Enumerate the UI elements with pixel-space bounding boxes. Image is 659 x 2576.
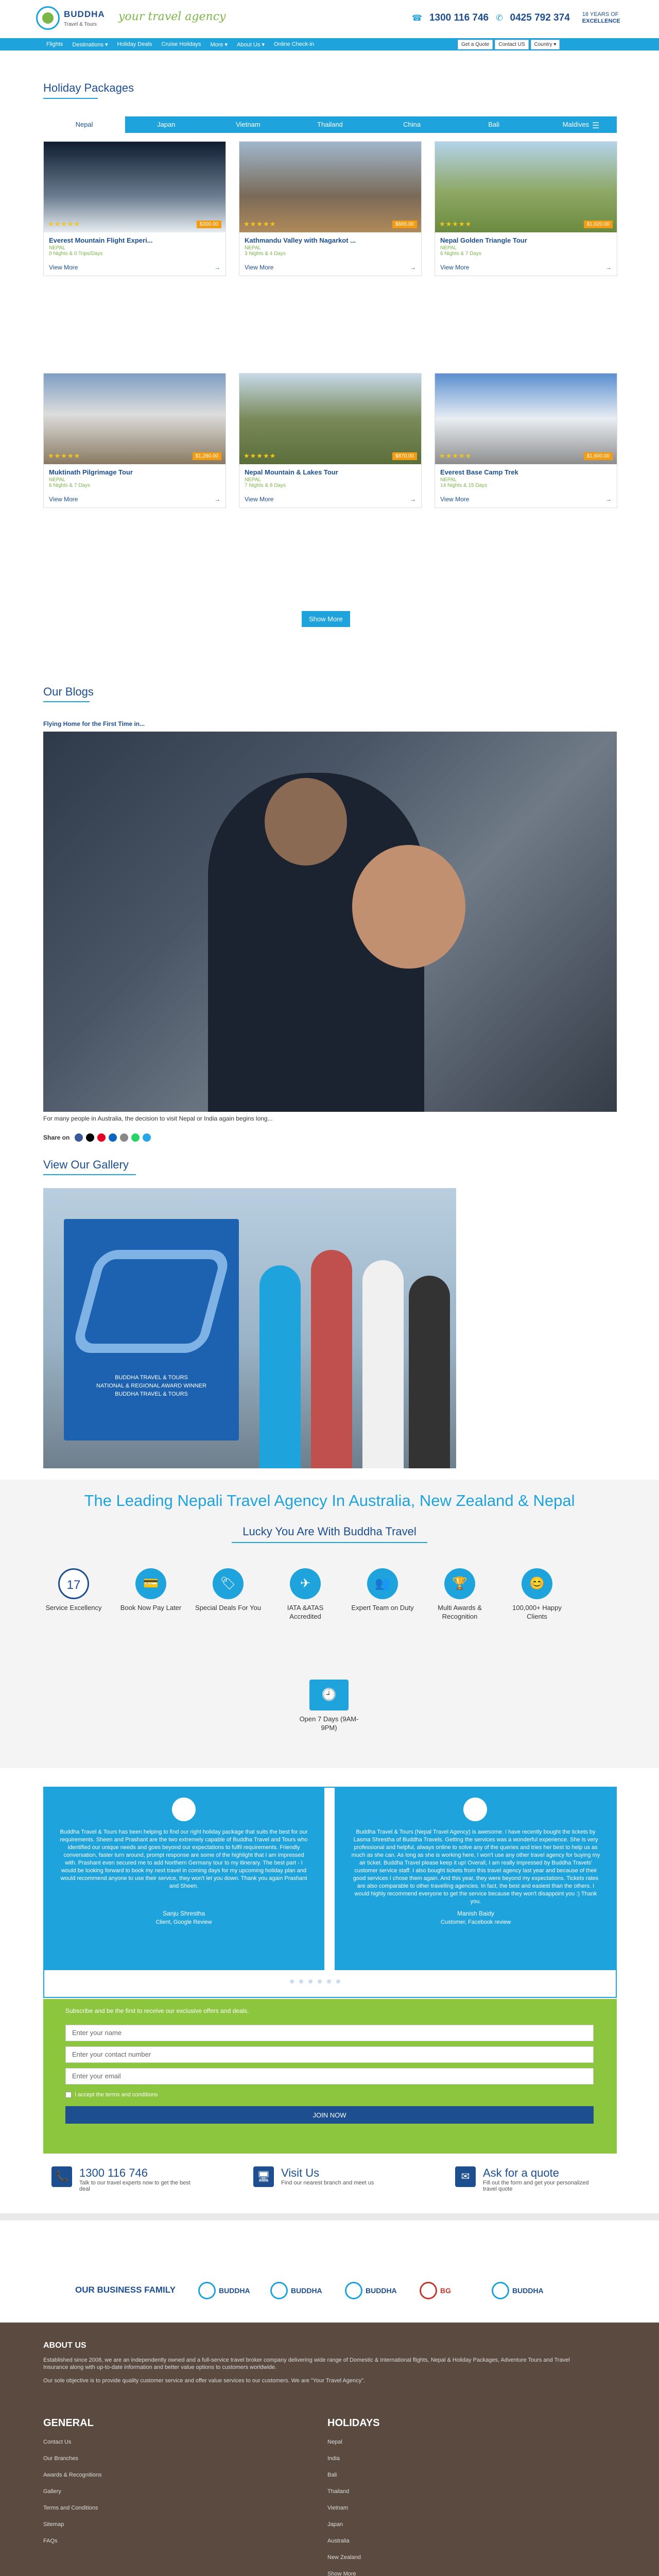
family-brand-name: BG [440, 2286, 451, 2295]
brand-sub: Travel & Tours [64, 21, 97, 27]
contact-sub: Talk to our travel experts now to get the best deal [79, 2180, 190, 2192]
arrow-right-icon: → [605, 496, 612, 503]
gallery-title: View Our Gallery [43, 1158, 129, 1171]
general-title: GENERAL [43, 2417, 94, 2429]
footer-link[interactable]: Gallery [43, 2488, 61, 2495]
package-card[interactable] [435, 141, 617, 276]
plaque-text: BUDDHA TRAVEL & TOURS NATIONAL & REGIONAL AWARD WINNER BUDDHA TRAVEL & TOURS [96, 1375, 206, 1397]
feature-label: Open 7 Days (9AM-9PM) [299, 1715, 359, 1732]
package-duration: 14 Nights & 15 Days [440, 483, 488, 488]
brand-name: BUDDHA [64, 9, 105, 19]
rating-stars: ★★★★★ [244, 220, 276, 228]
family-brand-logo[interactable] [420, 2277, 481, 2304]
view-more-link[interactable] [440, 264, 612, 271]
package-duration: 3 Nights & 4 Days [245, 251, 286, 257]
divider [0, 2213, 659, 2221]
tab-japan[interactable]: Japan [157, 121, 176, 128]
carousel-dot[interactable] [327, 1979, 331, 1984]
rating-stars: ★★★★★ [439, 220, 472, 228]
title-underline [43, 701, 90, 702]
award-logo [71, 1250, 232, 1353]
testimonial-card [43, 1787, 324, 1970]
footer-link[interactable]: Sitemap [43, 2521, 64, 2528]
business-family-label: OUR BUSINESS FAMILY [75, 2285, 176, 2295]
telegram-share-icon[interactable] [143, 1133, 151, 1142]
view-more-link[interactable] [245, 496, 416, 503]
monitor-icon: 🖥 [253, 2166, 274, 2187]
package-duration: 0 Nights & 0 Trips/Days [49, 251, 103, 257]
feature-item [296, 1680, 362, 1732]
package-destination: NEPAL [49, 245, 66, 251]
view-more-label: View More [440, 264, 470, 271]
linkedin-share-icon[interactable] [109, 1133, 117, 1142]
award-plaque [64, 1219, 239, 1440]
logo-emblem [345, 2282, 362, 2299]
feature-item [117, 1568, 184, 1612]
nav-button[interactable]: Contact US [495, 40, 528, 49]
family-brand-logo[interactable] [270, 2277, 332, 2304]
menu-icon[interactable]: ☰ [592, 122, 600, 130]
footer-link[interactable]: Thailand [327, 2488, 350, 2495]
feature-label: Multi Awards & Recognition [438, 1604, 482, 1620]
package-price: $870.00 [392, 452, 417, 460]
tab-thailand[interactable]: Thailand [317, 121, 343, 128]
feature-icon: 💳 [135, 1568, 166, 1599]
holidays-title: HOLIDAYS [327, 2417, 380, 2429]
carousel-dots [281, 1979, 340, 1984]
package-destination: NEPAL [440, 245, 457, 251]
person-2 [311, 1250, 352, 1468]
family-brand-name: BUDDHA [512, 2286, 544, 2295]
leading-title: The Leading Nepali Travel Agency In Australia, New Zealand & Nepal [84, 1492, 575, 1510]
package-price: $1,600.00 [584, 452, 613, 460]
package-tabs [43, 116, 617, 133]
package-price: $1,020.00 [584, 221, 613, 228]
rating-stars: ★★★★★ [48, 452, 81, 460]
package-price: $665.00 [392, 221, 417, 228]
signup-section [43, 1999, 617, 2154]
package-duration: 7 Nights & 8 Days [245, 483, 286, 488]
x-share-icon[interactable] [86, 1133, 94, 1142]
package-card[interactable] [239, 373, 422, 508]
arrow-right-icon: → [605, 264, 612, 271]
nav-item[interactable]: About Us ▾ [237, 42, 265, 48]
share-bar [43, 1133, 151, 1142]
leading-subtitle: Lucky You Are With Buddha Travel [242, 1525, 417, 1538]
footer-link[interactable]: Terms and Conditions [43, 2505, 98, 2511]
package-image[interactable] [44, 142, 226, 232]
package-title[interactable]: Muktinath Pilgrimage Tour [49, 468, 133, 476]
logo-emblem [36, 6, 60, 30]
contact-sub: Find our nearest branch and meet us [281, 2180, 374, 2186]
general-column [43, 2417, 311, 2545]
phone-icon: ☎ [412, 14, 422, 23]
family-brand-name: BUDDHA [291, 2286, 322, 2295]
feature-item [272, 1568, 339, 1621]
email-share-icon[interactable] [120, 1133, 128, 1142]
package-card[interactable] [435, 373, 617, 508]
gallery-image[interactable] [43, 1188, 456, 1468]
blog-image[interactable] [43, 732, 617, 1112]
tab-maldives[interactable]: Maldives [562, 121, 589, 128]
feature-icon: 👥 [367, 1568, 398, 1599]
phone-secondary[interactable]: 0425 792 374 [510, 12, 570, 23]
footer-link[interactable]: FAQs [43, 2538, 58, 2544]
testimonial-name: Sanju Shrestha [162, 1910, 205, 1917]
contact-item[interactable] [253, 2166, 394, 2187]
phone-icon: 📞 [51, 2166, 72, 2187]
package-image[interactable] [435, 142, 617, 232]
nav-item[interactable]: Online Check-in [273, 41, 315, 47]
testimonial-text: Buddha Travel & Tours has been helping to find our right holiday package that suits the best for our requirements. Sheen and Prashant are the two extremely capable of Buddha Travel and Tours who identified our unique needs and goes beyond our expectations to fulfil requirements. Friendly conversation, faster turn around, prompt response are some of the highlight that I am impressed with. Prashant even secured me to add Northern Germany tour to my itinerary. The best part - I would be looking forward to book my next travel in coming days for my upcoming holiday plan and would recommend anyone to use their service, they won't let you down. Thank you again Prashant and Sheen. [60, 1829, 308, 1889]
facebook-share-icon[interactable] [75, 1133, 83, 1142]
package-card[interactable] [43, 141, 226, 276]
title-underline [232, 1542, 427, 1543]
main-nav [0, 38, 659, 50]
about-text-2: Our sole objective is to provide quality customer service and offer value services to our customers. We are "Your Travel Agency". [43, 2378, 366, 2384]
tagline: your travel agency [118, 10, 226, 23]
terms-checkbox[interactable] [65, 2092, 72, 2098]
view-more-label: View More [440, 496, 470, 503]
view-more-label: View More [245, 496, 274, 503]
package-duration: 6 Nights & 7 Days [49, 483, 91, 488]
holidays-column [327, 2417, 595, 2576]
contact-item[interactable] [455, 2166, 596, 2192]
blog-post-title[interactable]: Flying Home for the First Time in... [43, 720, 145, 727]
nav-button[interactable]: Get a Quote [458, 40, 493, 49]
avatar [172, 1798, 196, 1821]
family-brand-name: BUDDHA [219, 2286, 250, 2295]
footer-link[interactable]: Nepal [327, 2439, 342, 2445]
footer-link[interactable]: Our Branches [43, 2455, 78, 2462]
footer-link[interactable]: New Zealand [327, 2554, 361, 2561]
package-title[interactable]: Nepal Mountain & Lakes Tour [245, 468, 338, 476]
carousel-dot[interactable] [281, 1979, 285, 1984]
contact-sub: Fill out the form and get your personalized travel quote [483, 2180, 589, 2192]
package-image[interactable] [239, 374, 421, 464]
terms-label[interactable]: I accept the terms and conditions [75, 2092, 158, 2098]
package-title[interactable]: Kathmandu Valley with Nagarkot ... [245, 236, 356, 244]
testimonial-name: Manish Baidy [457, 1910, 495, 1917]
feature-label: 100,000+ Happy Clients [512, 1604, 562, 1620]
view-more-link[interactable] [440, 496, 612, 503]
family-brand-logo[interactable] [345, 2277, 407, 2304]
site-header [0, 0, 659, 38]
logo-emblem [420, 2282, 437, 2299]
email-input[interactable]: Enter your email [65, 2068, 594, 2084]
feature-icon: 🏆 [444, 1568, 475, 1599]
packages-title: Holiday Packages [43, 81, 134, 94]
signup-intro: Subscribe and be the first to receive our exclusive offers and deals. [65, 2007, 249, 2014]
avatar [463, 1798, 487, 1821]
nav-item[interactable]: Flights [46, 41, 63, 47]
feature-item [426, 1568, 493, 1621]
about-text: Established since 2008, we are an independently owned and a full-service travel broker company delivering wide range of Domestic & International flights, Nepal & Holiday Packages, Adventure Tours and Travel Insurance along with up-to-date information and better value options to customers worldwide. [43, 2357, 570, 2370]
nav-item[interactable]: More ▾ [210, 42, 228, 48]
footer-link[interactable]: Bali [327, 2472, 337, 2478]
join-now-button[interactable]: JOIN NOW [65, 2106, 594, 2124]
footer-link[interactable]: Awards & Recognitions [43, 2472, 102, 2478]
nav-button[interactable]: Country ▾ [531, 40, 560, 49]
show-more-button[interactable]: Show More [302, 611, 350, 627]
arrow-right-icon: → [410, 264, 416, 271]
contact-number-input[interactable]: Enter your contact number [65, 2046, 594, 2063]
package-card[interactable] [43, 373, 226, 508]
logo-emblem [198, 2282, 216, 2299]
rating-stars: ★★★★★ [439, 452, 472, 460]
package-title[interactable]: Nepal Golden Triangle Tour [440, 236, 527, 244]
family-brand-name: BUDDHA [366, 2286, 397, 2295]
contact-title: Visit Us [281, 2166, 320, 2179]
carousel-dot[interactable] [299, 1979, 303, 1984]
person-3 [362, 1260, 404, 1468]
testimonial-source: Customer, Facebook review [440, 1919, 511, 1925]
blog-caption: For many people in Australia, the decision to visit Nepal or India again begins long... [43, 1115, 273, 1122]
footer-link[interactable]: Australia [327, 2538, 350, 2544]
feature-label: Special Deals For You [195, 1604, 261, 1612]
feature-item [504, 1568, 570, 1621]
view-more-link[interactable] [49, 264, 220, 271]
logo-emblem [492, 2282, 509, 2299]
mail-icon: ✉ [455, 2166, 476, 2187]
whatsapp-share-icon[interactable] [131, 1133, 140, 1142]
blog-face-2 [352, 845, 465, 969]
title-underline [43, 1174, 136, 1175]
site-logo[interactable] [36, 6, 105, 30]
feature-label: IATA &ATAS Accredited [287, 1604, 324, 1620]
tab-nepal[interactable]: Nepal [43, 116, 125, 133]
family-brand-logo[interactable] [492, 2277, 553, 2304]
arrow-right-icon: → [214, 496, 220, 503]
footer-link[interactable]: Contact Us [43, 2439, 72, 2445]
footer-link[interactable]: Vietnam [327, 2505, 349, 2511]
rating-stars: ★★★★★ [244, 452, 276, 460]
package-price: $1,280.00 [193, 452, 222, 460]
footer-link[interactable]: Japan [327, 2521, 343, 2528]
feature-icon: ✈ [290, 1568, 321, 1599]
carousel-dot[interactable] [318, 1979, 322, 1984]
carousel-dot[interactable] [290, 1979, 294, 1984]
mobile-icon: ✆ [496, 14, 503, 23]
package-destination: NEPAL [49, 477, 66, 483]
phone-primary[interactable]: 1300 116 746 [429, 12, 489, 23]
person-1 [259, 1265, 301, 1468]
testimonial-source: Client, Google Review [155, 1919, 212, 1925]
package-image[interactable] [239, 142, 421, 232]
footer-link[interactable]: India [327, 2455, 340, 2462]
feature-icon: 🕘 [309, 1680, 349, 1710]
nav-item[interactable]: Holiday Deals [117, 41, 152, 47]
testimonial-card [335, 1787, 617, 1970]
feature-item [40, 1568, 107, 1612]
view-more-label: View More [49, 264, 78, 271]
view-more-label: View More [49, 496, 78, 503]
title-underline [43, 98, 98, 99]
feature-icon: 🏷 [213, 1568, 244, 1599]
blog-face [265, 778, 347, 866]
view-more-link[interactable] [245, 264, 416, 271]
footer-link[interactable]: Show More [327, 2571, 356, 2576]
package-title[interactable]: Everest Base Camp Trek [440, 468, 518, 476]
tab-bali[interactable]: Bali [488, 121, 500, 128]
feature-item [195, 1568, 262, 1612]
package-image[interactable] [435, 374, 617, 464]
contact-title: 1300 116 746 [79, 2166, 148, 2179]
tab-china[interactable]: China [403, 121, 421, 128]
carousel-dot[interactable] [336, 1979, 340, 1984]
testimonial-text: Buddha Travel & Tours (Nepal Travel Agency) is awesome. I have recently bought the tickets by Lasma Shrestha of Buddha Travels. Getting the services was a wonderful experience. She is very professional and helpful, always online to solve any of the queries and tries her best to help us as much as she can. As long as she is working here, I won't use any other travel agency for buying my air ticket. Buddha Travel please keep it up! Overall, I am really impressed by Buddha Travels' customer service staff. I also bought tickets from this travel agency last year and because of their good services I chose them again. And this year, they were beyond my expectations. Tickets rates are also comparable to other travelling agencies. In fact, the best and easiest than the others. I would highly recommend everyone to get the service because they won't disappoint you :) Thank you. [351, 1829, 600, 1905]
rating-stars: ★★★★★ [48, 220, 81, 228]
about-title: ABOUT US [43, 2341, 86, 2350]
package-destination: NEPAL [245, 477, 262, 483]
name-input[interactable]: Enter your name [65, 2025, 594, 2041]
feature-label: Expert Team on Duty [351, 1604, 414, 1612]
arrow-right-icon: → [410, 496, 416, 503]
nav-item[interactable]: Destinations ▾ [72, 42, 108, 48]
pinterest-share-icon[interactable] [97, 1133, 106, 1142]
arrow-right-icon: → [214, 264, 220, 271]
tab-vietnam[interactable]: Vietnam [236, 121, 261, 128]
feature-icon: 17 [58, 1568, 89, 1599]
package-card[interactable] [239, 141, 422, 276]
package-destination: NEPAL [440, 477, 457, 483]
package-price: $300.00 [197, 221, 221, 228]
nav-item[interactable]: Cruise Holidays [161, 41, 201, 47]
logo-emblem [270, 2282, 288, 2299]
share-label: Share on [43, 1134, 70, 1141]
view-more-label: View More [245, 264, 274, 271]
contact-item[interactable] [51, 2166, 193, 2192]
feature-item [349, 1568, 416, 1612]
carousel-dot[interactable] [308, 1979, 313, 1984]
contact-title: Ask for a quote [483, 2166, 559, 2179]
person-4 [409, 1276, 450, 1468]
view-more-link[interactable] [49, 496, 220, 503]
feature-label: Book Now Pay Later [120, 1604, 182, 1612]
feature-icon: 😊 [522, 1568, 552, 1599]
years-badge: 18 YEARS OF EXCELLENCE [582, 11, 620, 24]
package-duration: 6 Nights & 7 Days [440, 251, 482, 257]
family-brand-logo[interactable] [198, 2277, 260, 2304]
blogs-title: Our Blogs [43, 685, 94, 698]
feature-label: Service Excellency [45, 1604, 102, 1612]
package-destination: NEPAL [245, 245, 262, 251]
package-image[interactable] [44, 374, 226, 464]
package-title[interactable]: Everest Mountain Flight Experi... [49, 236, 153, 244]
